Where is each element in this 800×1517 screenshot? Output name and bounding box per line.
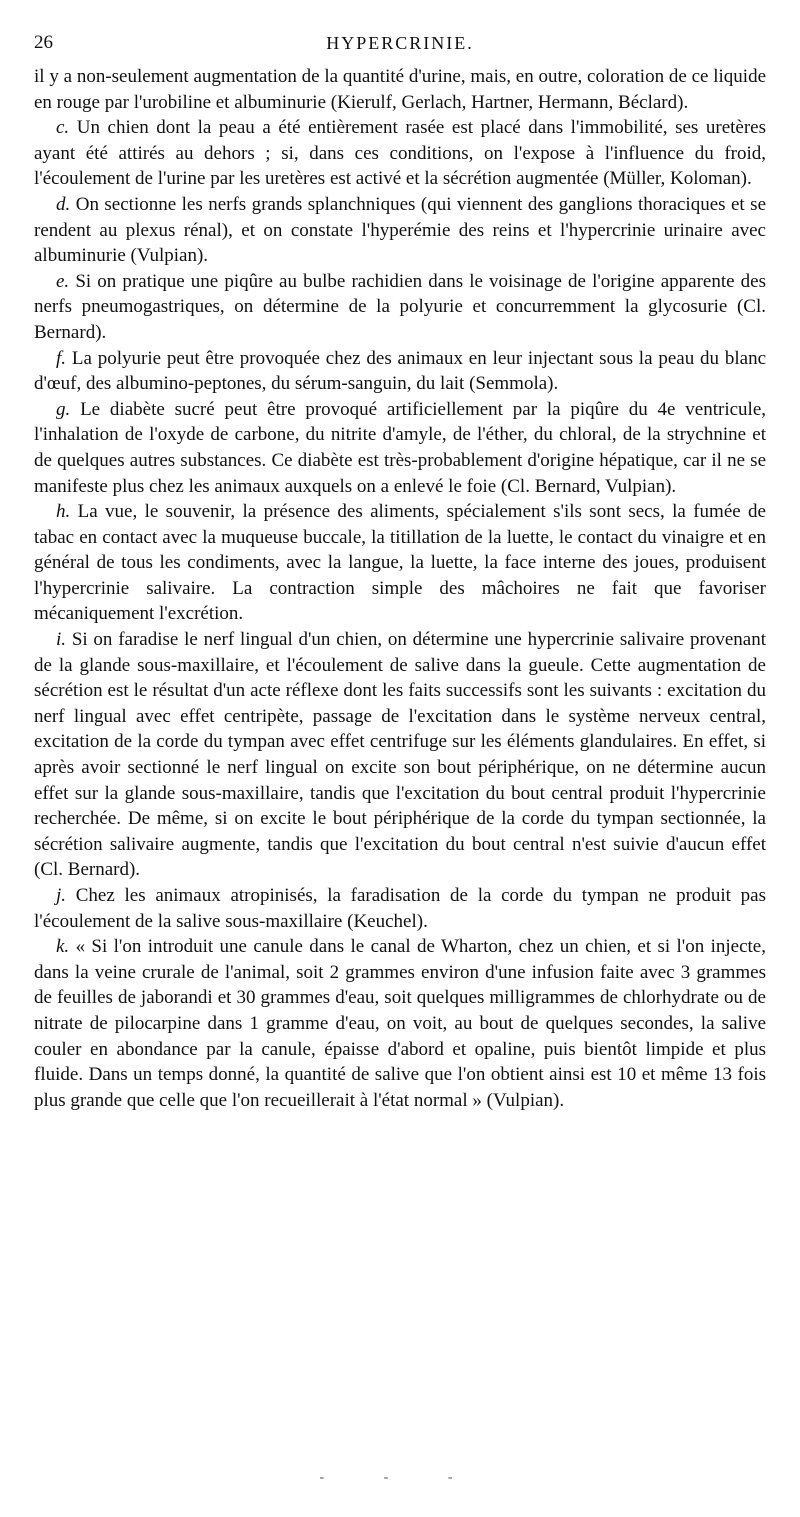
body-text	[34, 64, 766, 1113]
paragraph-text: Chez les animaux atropinisés, la faradisation de la corde du tympan ne produit pas l'écoulement de la salive sous-maxillaire (Keuchel).	[34, 885, 766, 932]
paragraph-text: « Si l'on introduit une canule dans le canal de Wharton, chez un chien, et si l'on injecte, dans la veine crurale de l'animal, soit 2 grammes environ d'une infusion faite avec 3 grammes de feuilles de jaborandi et 30 grammes d'eau, soit quelques milligrammes de chlorhydrate ou de nitrate de pilocarpine dans 1 gramme d'eau, on voit, au bout de quelques secondes, la salive couler en abondance par la canule, épaisse d'abord et opaline, puis bientôt limpide et plus fluide. Dans un temps donné, la quantité de salive que l'on obtient ainsi est 10 et même 13 fois plus grande que celle que l'on recueillerait à l'état normal » (Vulpian).	[34, 936, 766, 1111]
paragraph-text: Si on pratique une piqûre au bulbe rachidien dans le voisinage de l'origine apparente des nerfs pneumogastriques, on détermine de la polyurie et concurremment la glycosurie (Cl. Bernard).	[34, 270, 767, 343]
paragraph-item-e	[34, 269, 766, 346]
item-letter: d.	[56, 193, 71, 215]
paragraph-item-f	[34, 346, 766, 397]
paragraph-item-i	[34, 627, 766, 883]
paragraph-text: La vue, le souvenir, la présence des aliments, spécialement s'ils sont secs, la fumée de tabac en contact avec la muqueuse buccale, la titillation de la luette, le contact du vinaigre et en général de tous les condiments, avec la langue, la luette, la face interne des joues, produisent l'hypercrinie salivaire. La contraction simple des mâchoires ne fait que favoriser mécaniquement l'excrétion.	[34, 501, 766, 625]
paragraph-item-h	[34, 499, 766, 627]
item-letter: j.	[56, 885, 67, 906]
page-number: 26	[34, 32, 53, 53]
paragraph-item-d	[34, 192, 766, 269]
paragraph-item-c	[34, 115, 766, 192]
item-letter: f.	[56, 347, 67, 369]
item-letter: i.	[56, 629, 67, 651]
item-letter: h.	[56, 501, 71, 523]
paragraph-text: Un chien dont la peau a été entièrement rasée est placé dans l'immobilité, ses uretères ayant été attirés au dehors ; si, dans ces conditions, on l'expose à l'influence du froid, l'écoulement de l'urine par les uretères est activé et la sécrétion augmentée (Müller, Koloman).	[34, 117, 766, 190]
document-page	[34, 30, 766, 1113]
paragraph-text: Si on faradise le nerf lingual d'un chien, on détermine une hypercrinie salivaire provenant de la glande sous-maxillaire, et l'écoulement de salive dans la gueule. Cette augmentation de sécrétion est le résultat d'un acte réflexe dont les faits successifs sont les suivants : excitation du nerf lingual avec effet centripète, passage de l'excitation dans le système nerveux central, excitation de la corde du tympan avec effet centrifuge sur les éléments glandulaires. En effet, si après avoir sectionné le nerf lingual on excite son bout périphérique, on ne détermine aucun effet sur la glande sous-maxillaire, tandis que l'excitation du bout central produit l'hypercrinie recherchée. De même, si on excite le bout périphérique de la corde du tympan sectionnée, la sécrétion salivaire augmente, tandis que l'excitation du bout central n'est suivie d'aucun effet (Cl. Bernard).	[34, 629, 766, 881]
page-header	[34, 30, 766, 60]
item-letter: e.	[56, 270, 70, 292]
paragraph-item-g	[34, 397, 766, 499]
paragraph-item-j	[34, 883, 766, 934]
item-letter: k.	[56, 936, 70, 958]
paragraph-text: il y a non-seulement augmentation de la quantité d'urine, mais, en outre, coloration de ce liquide en rouge par l'urobiline et albuminurie (Kierulf, Gerlach, Hartner, Hermann, Béclard).	[34, 66, 766, 113]
paragraph-continuation	[34, 64, 766, 115]
item-letter: c.	[56, 117, 70, 139]
paragraph-text: Le diabète sucré peut être provoqué artificiellement par la piqûre du 4e ventricule, l'inhalation de l'oxyde de carbone, du nitrite d'amyle, de l'éther, du chloral, de la strychnine et de quelques autres substances. Ce diabète est très-probablement d'origine hépatique, car il ne se manifeste plus chez les animaux auxquels on a enlevé le foie (Cl. Bernard, Vulpian).	[34, 398, 767, 497]
item-letter: g.	[56, 398, 71, 420]
paragraph-item-k	[34, 934, 766, 1113]
running-title: HYPERCRINIE.	[326, 33, 474, 53]
paragraph-text: On sectionne les nerfs grands splanchniques (qui viennent des ganglions thoraciques et se rendent au plexus rénal), et on constate l'hyperémie des reins et l'hypercrinie urinaire avec albuminurie (Vulpian).	[34, 193, 767, 267]
paragraph-text: La polyurie peut être provoquée chez des animaux en leur injectant sous la peau du blanc d'œuf, des albumino-peptones, du sérum-sanguin, du lait (Semmola).	[34, 347, 767, 395]
footer-marks: - - -	[319, 1470, 481, 1485]
